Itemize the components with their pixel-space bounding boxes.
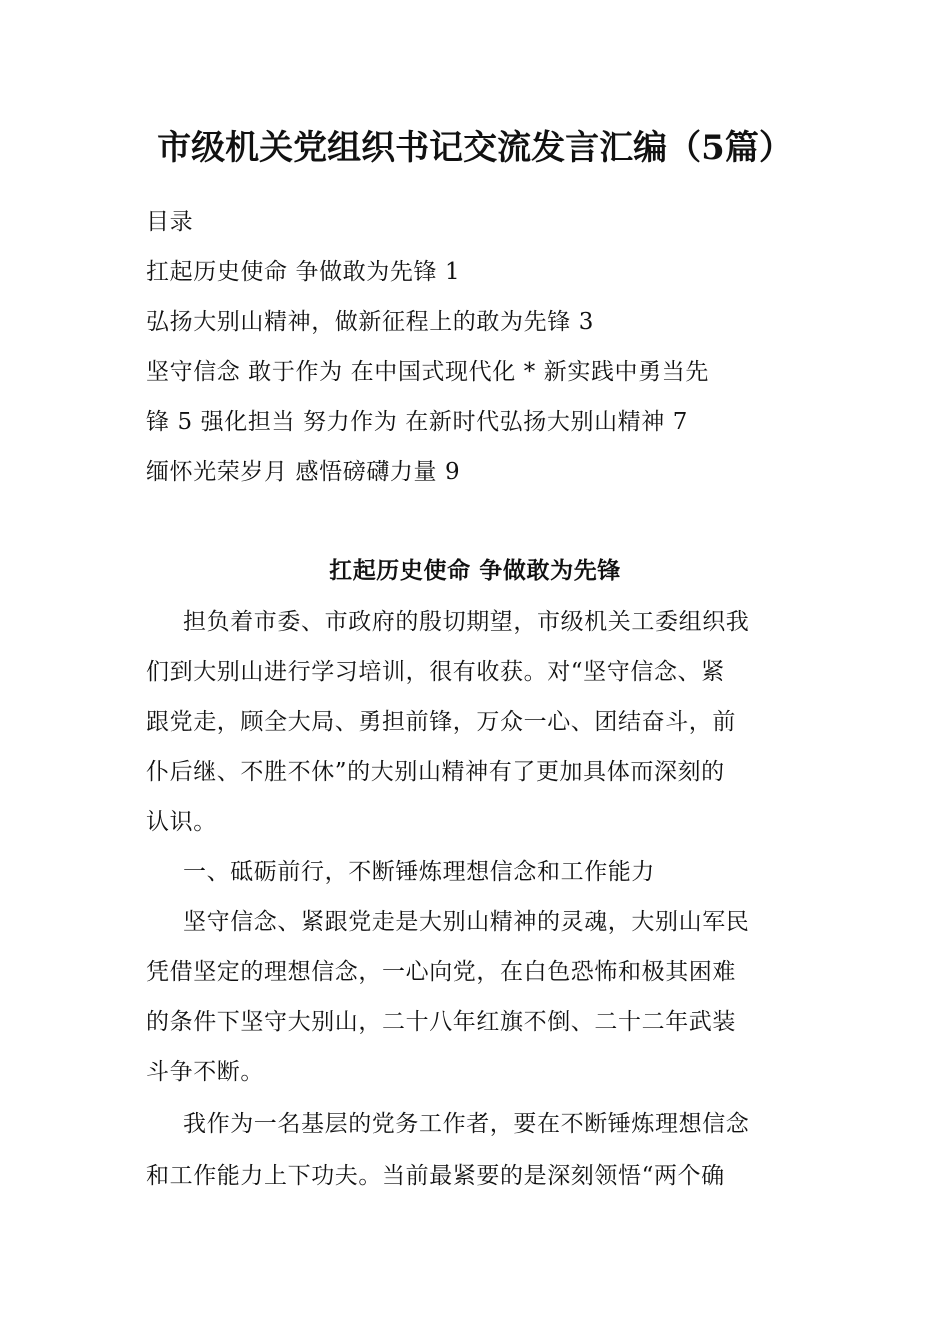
paragraph-line: 担负着市委、市政府的殷切期望，市级机关工委组织我 (183, 609, 750, 635)
paragraph-line: 和工作能力上下功夫。当前最紧要的是深刻领悟“两个确 (146, 1163, 725, 1189)
toc-line: 锋 5 强化担当 努力作为 在新时代弘扬大别山精神 7 (146, 409, 689, 435)
toc-line: 扛起历史使命 争做敢为先锋 1 (146, 259, 461, 285)
paragraph-line: 认识。 (146, 809, 217, 835)
paragraph-line: 凭借坚定的理想信念，一心向党，在白色恐怖和极其困难 (146, 959, 736, 985)
paragraph-line: 的条件下坚守大别山，二十八年红旗不倒、二十二年武装 (146, 1009, 736, 1035)
toc-line: 缅怀光荣岁月 感悟磅礴力量 9 (146, 459, 461, 485)
toc-line: 弘扬大别山精神，做新征程上的敢为先锋 3 (146, 309, 594, 335)
toc-heading: 目录 (146, 209, 194, 235)
paragraph-line: 我作为一名基层的党务工作者，要在不断锤炼理想信念 (183, 1111, 750, 1137)
paragraph-line: 跟党走，顾全大局、勇担前锋，万众一心、团结奋斗，前 (146, 709, 736, 735)
paragraph-line: 仆后继、不胜不休”的大别山精神有了更加具体而深刻的 (146, 759, 725, 785)
paragraph-line: 们到大别山进行学习培训，很有收获。对“坚守信念、紧 (146, 659, 725, 685)
subheading-line: 一、砥砺前行，不断锤炼理想信念和工作能力 (183, 859, 655, 885)
paragraph-line: 斗争不断。 (146, 1059, 264, 1085)
paragraph-line: 坚守信念、紧跟党走是大别山精神的灵魂，大别山军民 (183, 909, 750, 935)
document-title: 市级机关党组织书记交流发言汇编（5篇） (157, 128, 793, 168)
toc-line: 坚守信念 敢于作为 在中国式现代化 * 新实践中勇当先 (146, 359, 709, 385)
section-title: 扛起历史使命 争做敢为先锋 (329, 557, 621, 584)
